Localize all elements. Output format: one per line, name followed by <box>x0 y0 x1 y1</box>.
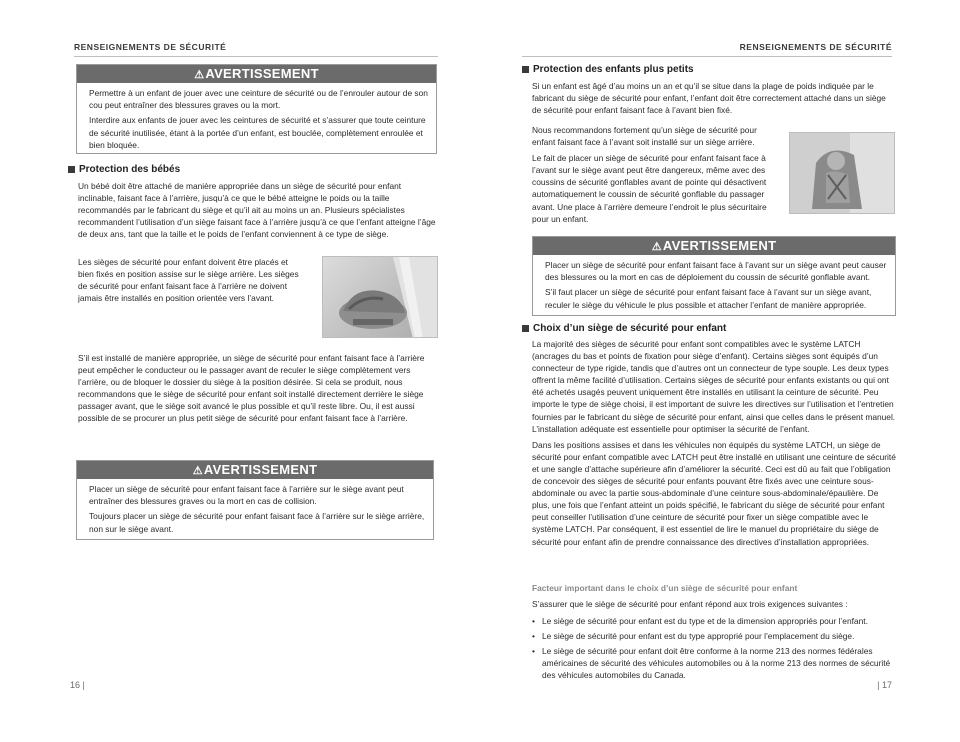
page-number: | 17 <box>877 680 892 690</box>
header-rule <box>74 56 438 57</box>
square-bullet-icon <box>522 325 529 332</box>
warning-title-text: AVERTISSEMENT <box>203 462 318 477</box>
page-number: 16 | <box>70 680 85 690</box>
warning-paragraph: Placer un siège de sécurité pour enfant faisant face à l’arrière sur le siège avant peut entraîner des blessures graves ou la mort en cas de collision. <box>89 484 404 507</box>
small-children-intro <box>532 80 894 120</box>
rear-facing-seat-photo <box>322 256 438 338</box>
paragraph: S’il est installé de manière appropriée, un siège de sécurité pour enfant faisant face à l’arrière peut empêcher le conducteur ou le passager avant de reculer le siège complètement vers l’arrière, ou de bloquer le dossier du siège à la position désirée. Si cela se produit, nous recommandons que le siège de sécurité pour enfant soit installé directement derrière le siège passager avant, que le siège soit avancé le plus possible et qu’il reste libre. Ou, il est aussi possible de se procurer un plus petit siège de sécurité pour enfant faisant face à l’arrière. <box>78 353 425 424</box>
warning-triangle-icon: ⚠ <box>651 241 662 253</box>
warning-box-seatbelt <box>76 64 437 154</box>
paragraph: Un bébé doit être attaché de manière appropriée dans un siège de sécurité pour enfant inclinable, faisant face à l’arrière, jusqu’à ce que le bébé atteigne le poids ou la taille recommandés par le fabricant du siège et qu’il ait au moins un an. Plusieurs spécialistes recommandent l’utilisation d’un siège faisant face à l’arrière jusqu’à ce que l’enfant atteigne l’âge de deux ans, tant que la taille et le poids de l’enfant conviennent à ce type de siège. <box>78 181 436 240</box>
square-bullet-icon <box>68 166 75 173</box>
forward-facing-seat-photo <box>789 132 895 214</box>
paragraph: S’assurer que le siège de sécurité pour enfant répond aux trois exigences suivantes : <box>532 599 848 609</box>
section-heading-text: Protection des bébés <box>79 164 181 175</box>
warning-title-text: AVERTISSEMENT <box>662 238 777 253</box>
paragraph: Dans les positions assises et dans les véhicules non équipés du système LATCH, un siège de sécurité pour enfant compatible avec LATCH peut être installé en utilisant une ceinture de sécurité et une sangle d’attache supérieure afin d’améliorer la sécurité. Ceci est dû au fait que l’obligation de concevoir des sièges de sécurité pour enfants pouvant être fixés avec une ceinture sous-abdominale ou avec la partie sous-abdominale d’une ceinture sous-abdominale/épaulière. De plus, une fois que l’enfant atteint un poids spécifié, le fabricant du siège de sécurité pour enfant peut conseiller l’utilisation d’une ceinture de sécurité pour fixer un siège compatible avec le système LATCH. Par conséquent, il est essentiel de lire le manuel du propriétaire du siège de sécurité pour enfant afin de prendre connaissance des directives d’installation appropriées. <box>532 439 896 547</box>
warning-body <box>77 83 436 160</box>
paragraph: Le fait de placer un siège de sécurité pour enfant faisant face à l’avant sur le siège avant peut être dangereux, même avec des coussins de sécurité gonflables avant de pointe qui désactivent automatiquement le coussin de sécurité gonflable du passager avant. Une place à l’arrière demeure l’endroit le plus sécuritaire pour un enfant. <box>532 153 767 224</box>
warning-paragraph: Permettre à un enfant de jouer avec une ceinture de sécurité ou de l’enrouler autour de son cou peut entraîner des blessures graves ou la mort. <box>89 88 428 111</box>
warning-triangle-icon: ⚠ <box>194 69 205 81</box>
section-heading-text: Protection des enfants plus petits <box>533 64 694 75</box>
warning-title-text: AVERTISSEMENT <box>205 66 319 81</box>
paragraph: Nous recommandons fortement qu’un siège de sécurité pour enfant faisant face à l’avant soit installé sur un siège arrière. <box>532 125 757 148</box>
section-heading-choosing-seat <box>522 323 726 334</box>
paragraph: Si un enfant est âgé d’au moins un an et qu’il se situe dans la plage de poids indiquée par le fabricant du siège de sécurité pour enfant, l’enfant doit être correctement attaché dans un siège de sécurité pour enfant faisant face à l’avant bien fixé. <box>532 81 886 116</box>
warning-box-rear-facing-front <box>76 460 434 540</box>
warning-body <box>77 479 433 544</box>
list-item: • Le siège de sécurité pour enfant est du type et de la dimension appropriés pour l’enfant. <box>532 615 896 627</box>
square-bullet-icon <box>522 66 529 73</box>
infants-front-seat-note <box>78 352 438 429</box>
warning-title <box>77 461 433 479</box>
list-item: • Le siège de sécurité pour enfant est du type approprié pour l’emplacement du siège. <box>532 630 896 642</box>
infants-placement <box>78 256 304 308</box>
warning-body <box>533 255 895 320</box>
warning-title <box>77 65 436 83</box>
warning-paragraph: Placer un siège de sécurité pour enfant faisant face à l’avant sur un siège avant peut causer des blessures ou la mort en cas de déploiement du coussin de sécurité gonflable avant. <box>545 260 887 283</box>
section-heading-infants <box>68 164 180 175</box>
section-heading-text: Choix d’un siège de sécurité pour enfant <box>533 323 727 334</box>
warning-paragraph: S’il faut placer un siège de sécurité pour enfant faisant face à l’avant sur un siège avant, reculer le siège du véhicule le plus possible et attacher l’enfant de manière appropriée. <box>545 287 872 310</box>
warning-title <box>533 237 895 255</box>
requirements-list <box>532 615 896 684</box>
forward-facing-seat-illustration <box>790 133 895 214</box>
warning-paragraph: Interdire aux enfants de jouer avec les ceintures de sécurité et s’assurer que toute ceinture de sécurité inutilisée, étant à la portée d’un enfant, est bouclée, complètement enroulée et bien bloquée. <box>89 115 426 150</box>
paragraph: La majorité des sièges de sécurité pour enfant sont compatibles avec le système LATCH (ancrages du bas et points de fixation pour siège d’enfant). Certains sièges sont équipés d’un connecteur de type rigide, tandis que d’autres ont un connecteur de type souple. Les deux types offrent la même facilité d’utilisation. Certains sièges de sécurité pour enfants existants ou qui ont été achetés usagés peuvent uniquement être installés en utilisant la ceinture de sécurité. Peu importe le type de siège choisi, il est important de suivre les directives sur l’utilisation et l’entretien fournies par le fabricant du siège de sécurité pour enfant, ainsi que celles dans le présent manuel. L’installation adéquate est essentielle pour optimiser la sécurité de l’enfant. <box>532 339 896 434</box>
rear-facing-seat-illustration <box>323 257 438 338</box>
warning-triangle-icon: ⚠ <box>192 465 203 477</box>
right-page <box>480 0 960 742</box>
header-rule <box>522 56 892 57</box>
warning-box-forward-facing <box>532 236 896 316</box>
infants-intro <box>78 180 438 244</box>
paragraph: Les sièges de sécurité pour enfant doivent être placés et bien fixés en position assise sur le siège arrière. Les sièges de sécurité pour enfant faisant face à l’arrière ne doivent jamais être installés en position orientée vers l’avant. <box>78 257 299 304</box>
list-item: • Le siège de sécurité pour enfant doit être conforme à la norme 213 des normes fédérales américaines de sécurité des véhicules automobiles ou à la norme 213 des normes de sécurité des véhicules automobiles du Canada. <box>532 645 896 681</box>
choosing-seat-body <box>532 338 896 552</box>
warning-paragraph: Toujours placer un siège de sécurité pour enfant faisant face à l’arrière sur le siège arrière, non sur le siège avant. <box>89 511 425 534</box>
requirements-intro <box>532 598 896 614</box>
running-header: RENSEIGNEMENTS DE SÉCURITÉ <box>74 42 227 52</box>
section-heading-small-children <box>522 64 694 75</box>
small-children-recommendation <box>532 124 782 229</box>
subheading-important-factor: Facteur important dans le choix d’un siège de sécurité pour enfant <box>532 583 798 593</box>
running-header: RENSEIGNEMENTS DE SÉCURITÉ <box>739 42 892 52</box>
